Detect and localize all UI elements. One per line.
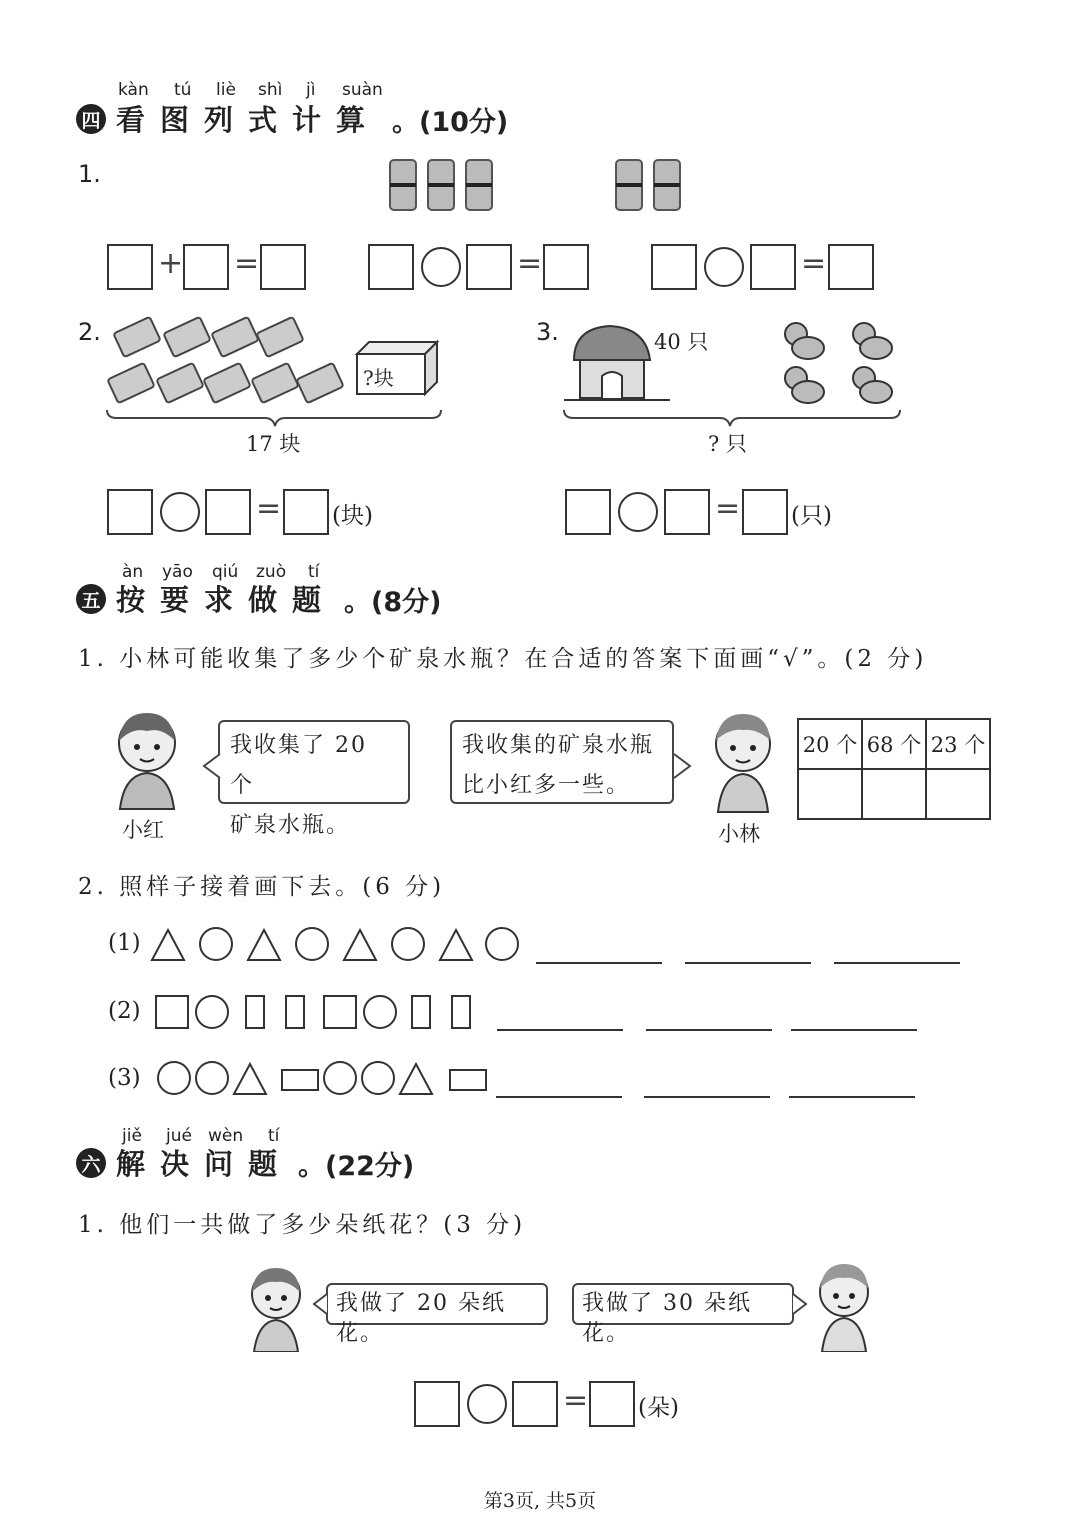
circle-shape — [364, 996, 396, 1028]
total-label: ? 只 — [708, 432, 747, 456]
operator-circle[interactable] — [467, 1384, 507, 1424]
answer-box[interactable] — [414, 1381, 460, 1427]
section-4-header — [76, 80, 676, 140]
pattern-row-2 — [152, 992, 482, 1034]
unit-label: (朵) — [638, 1395, 679, 1421]
answer-box[interactable] — [205, 489, 251, 535]
answer-blank[interactable] — [536, 962, 662, 964]
girl-name: 小红 — [122, 818, 164, 842]
section-6-header — [76, 1126, 676, 1186]
answer-box[interactable] — [283, 489, 329, 535]
answer-blank[interactable] — [646, 1029, 772, 1031]
unit-label: (只) — [791, 503, 832, 529]
section-badge: 六 — [76, 1148, 106, 1178]
section-title: 按要求做题 — [116, 583, 337, 617]
section-badge: 五 — [76, 584, 106, 614]
boy-speech-bubble — [450, 720, 674, 804]
pinyin-syllable: kàn — [118, 80, 149, 100]
pinyin-syllable: tí — [268, 1126, 280, 1146]
eraser-icon — [256, 317, 303, 357]
pinyin-syllable: yāo — [162, 562, 193, 582]
boy-avatar — [706, 708, 781, 813]
answer-blank[interactable] — [789, 1096, 915, 1098]
answer-box[interactable] — [664, 489, 710, 535]
birds-house-illustration — [560, 312, 905, 427]
question-text: 1. 他们一共做了多少朵纸花？(3 分) — [78, 1212, 527, 1238]
answer-box[interactable] — [260, 244, 306, 290]
operator-circle[interactable] — [421, 247, 461, 287]
answer-box[interactable] — [107, 244, 153, 290]
pinyin-syllable: àn — [122, 562, 144, 582]
operator-circle[interactable] — [160, 492, 200, 532]
stick-bundle-icon — [466, 160, 492, 210]
girl-speech-bubble: 我做了 20 朵纸花。 — [326, 1283, 548, 1325]
equals-sign: = — [801, 246, 827, 281]
bubble-tail — [792, 1292, 808, 1316]
triangle-shape — [344, 930, 376, 960]
pinyin-syllable: wèn — [208, 1126, 244, 1146]
stick-bundles-illustration — [380, 155, 710, 220]
total-label: 17 块 — [246, 432, 301, 456]
pinyin-syllable: tí — [308, 562, 320, 582]
section-score: 。(22分) — [298, 1151, 415, 1182]
pattern-row-3 — [154, 1058, 490, 1100]
rectangle-shape — [452, 996, 470, 1028]
unit-label: (块) — [332, 503, 373, 529]
eraser-icon — [211, 317, 258, 357]
speech-line: 比小红多一些。 — [462, 773, 631, 798]
option-label: 68 个 — [862, 719, 926, 769]
answer-box[interactable] — [750, 244, 796, 290]
eraser-icon — [163, 317, 210, 357]
triangle-shape — [440, 930, 472, 960]
option-label: 20 个 — [798, 719, 862, 769]
answer-blank[interactable] — [497, 1029, 623, 1031]
stick-bundle-icon — [428, 160, 454, 210]
section-score: 。(10分) — [392, 107, 509, 138]
pinyin-syllable: jiě — [122, 1126, 142, 1146]
erasers-illustration — [105, 312, 450, 427]
pinyin-syllable: jì — [306, 80, 316, 100]
section-title: 解决问题 — [116, 1147, 293, 1181]
answer-blank[interactable] — [644, 1096, 770, 1098]
circle-shape — [158, 1062, 190, 1094]
pinyin-syllable: zuò — [256, 562, 287, 582]
plus-sign: + — [158, 246, 184, 281]
answer-box[interactable] — [368, 244, 414, 290]
eraser-icon — [203, 363, 250, 403]
rectangle-shape — [282, 1070, 318, 1090]
circle-shape — [196, 996, 228, 1028]
square-shape — [324, 996, 356, 1028]
answer-box[interactable] — [466, 244, 512, 290]
bubble-tail — [312, 1292, 328, 1316]
tick-cell[interactable] — [862, 769, 926, 819]
eraser-icon — [156, 363, 203, 403]
eraser-icon — [251, 363, 298, 403]
triangle-shape — [248, 930, 280, 960]
operator-circle[interactable] — [704, 247, 744, 287]
section-score: 。(8分) — [344, 587, 442, 618]
section-badge: 四 — [76, 104, 106, 134]
page-footer: 第3页, 共5页 — [483, 1490, 597, 1512]
tick-cell[interactable] — [926, 769, 990, 819]
tick-cell[interactable] — [798, 769, 862, 819]
stick-bundle-icon — [654, 160, 680, 210]
answer-box[interactable] — [107, 489, 153, 535]
pattern-row-1 — [148, 924, 528, 966]
answer-blank[interactable] — [496, 1096, 622, 1098]
stick-bundle-icon — [390, 160, 416, 210]
count-label: 40 只 — [654, 330, 709, 354]
bubble-tail — [672, 752, 692, 782]
answer-box[interactable] — [651, 244, 697, 290]
question-number: 1. — [78, 160, 101, 188]
answer-box[interactable] — [589, 1381, 635, 1427]
girl-avatar — [244, 1262, 308, 1352]
triangle-shape — [152, 930, 184, 960]
rectangle-shape — [246, 996, 264, 1028]
girl-speech-bubble — [218, 720, 410, 838]
question-number: 2. — [78, 318, 101, 346]
eraser-icon — [107, 363, 154, 403]
equals-sign: = — [234, 246, 260, 281]
answer-box[interactable] — [543, 244, 589, 290]
equals-sign: = — [715, 491, 741, 526]
circle-shape — [196, 1062, 228, 1094]
pinyin-syllable: suàn — [342, 80, 383, 100]
answer-box[interactable] — [828, 244, 874, 290]
stick-bundle-icon — [616, 160, 642, 210]
brace-line — [564, 410, 900, 426]
equals-sign: = — [517, 246, 543, 281]
equals-sign: = — [563, 1383, 589, 1418]
answer-blank[interactable] — [685, 962, 811, 964]
question-text: 1. 小林可能收集了多少个矿泉水瓶？在合适的答案下面画“√”。(2 分) — [78, 646, 928, 672]
option-label: 23 个 — [926, 719, 990, 769]
boy-name: 小林 — [718, 822, 760, 846]
rectangle-shape — [286, 996, 304, 1028]
girl-avatar — [110, 705, 185, 810]
box-label: ?块 — [363, 366, 394, 390]
section-title: 看图列式计算 — [116, 103, 381, 137]
operator-circle[interactable] — [618, 492, 658, 532]
pinyin-syllable: jué — [166, 1126, 192, 1146]
brace-line — [107, 410, 441, 426]
answer-box[interactable] — [183, 244, 229, 290]
square-shape — [156, 996, 188, 1028]
row-label: (1) — [108, 930, 141, 956]
triangle-shape — [234, 1064, 266, 1094]
speech-line: 我收集的矿泉水瓶 — [462, 733, 655, 758]
answer-blank[interactable] — [791, 1029, 917, 1031]
bird-icon — [785, 323, 892, 403]
equals-sign: = — [256, 491, 282, 526]
pinyin-syllable: liè — [216, 80, 236, 100]
boy-speech-bubble: 我做了 30 朵纸花。 — [572, 1283, 794, 1325]
answer-box[interactable] — [565, 489, 611, 535]
circle-shape — [392, 928, 424, 960]
boy-avatar — [812, 1260, 876, 1352]
answer-box[interactable] — [742, 489, 788, 535]
pinyin-syllable: tú — [174, 80, 192, 100]
eraser-icon — [113, 317, 160, 357]
circle-shape — [486, 928, 518, 960]
circle-shape — [362, 1062, 394, 1094]
bubble-tail — [202, 752, 222, 782]
pinyin-syllable: qiú — [212, 562, 239, 582]
options-table — [797, 718, 991, 820]
question-text: 2. 照样子接着画下去。(6 分) — [78, 874, 446, 900]
row-label: (2) — [108, 998, 141, 1024]
triangle-shape — [400, 1064, 432, 1094]
rectangle-shape — [412, 996, 430, 1028]
circle-shape — [324, 1062, 356, 1094]
answer-box[interactable] — [512, 1381, 558, 1427]
answer-blank[interactable] — [834, 962, 960, 964]
rectangle-shape — [450, 1070, 486, 1090]
pinyin-syllable: shì — [258, 80, 283, 100]
speech-line: 我收集了 20 个 — [230, 733, 367, 798]
section-5-header — [76, 562, 676, 622]
question-number: 3. — [536, 318, 559, 346]
speech-line: 矿泉水瓶。 — [230, 813, 351, 838]
eraser-icon — [296, 363, 343, 403]
row-label: (3) — [108, 1065, 141, 1091]
circle-shape — [296, 928, 328, 960]
circle-shape — [200, 928, 232, 960]
